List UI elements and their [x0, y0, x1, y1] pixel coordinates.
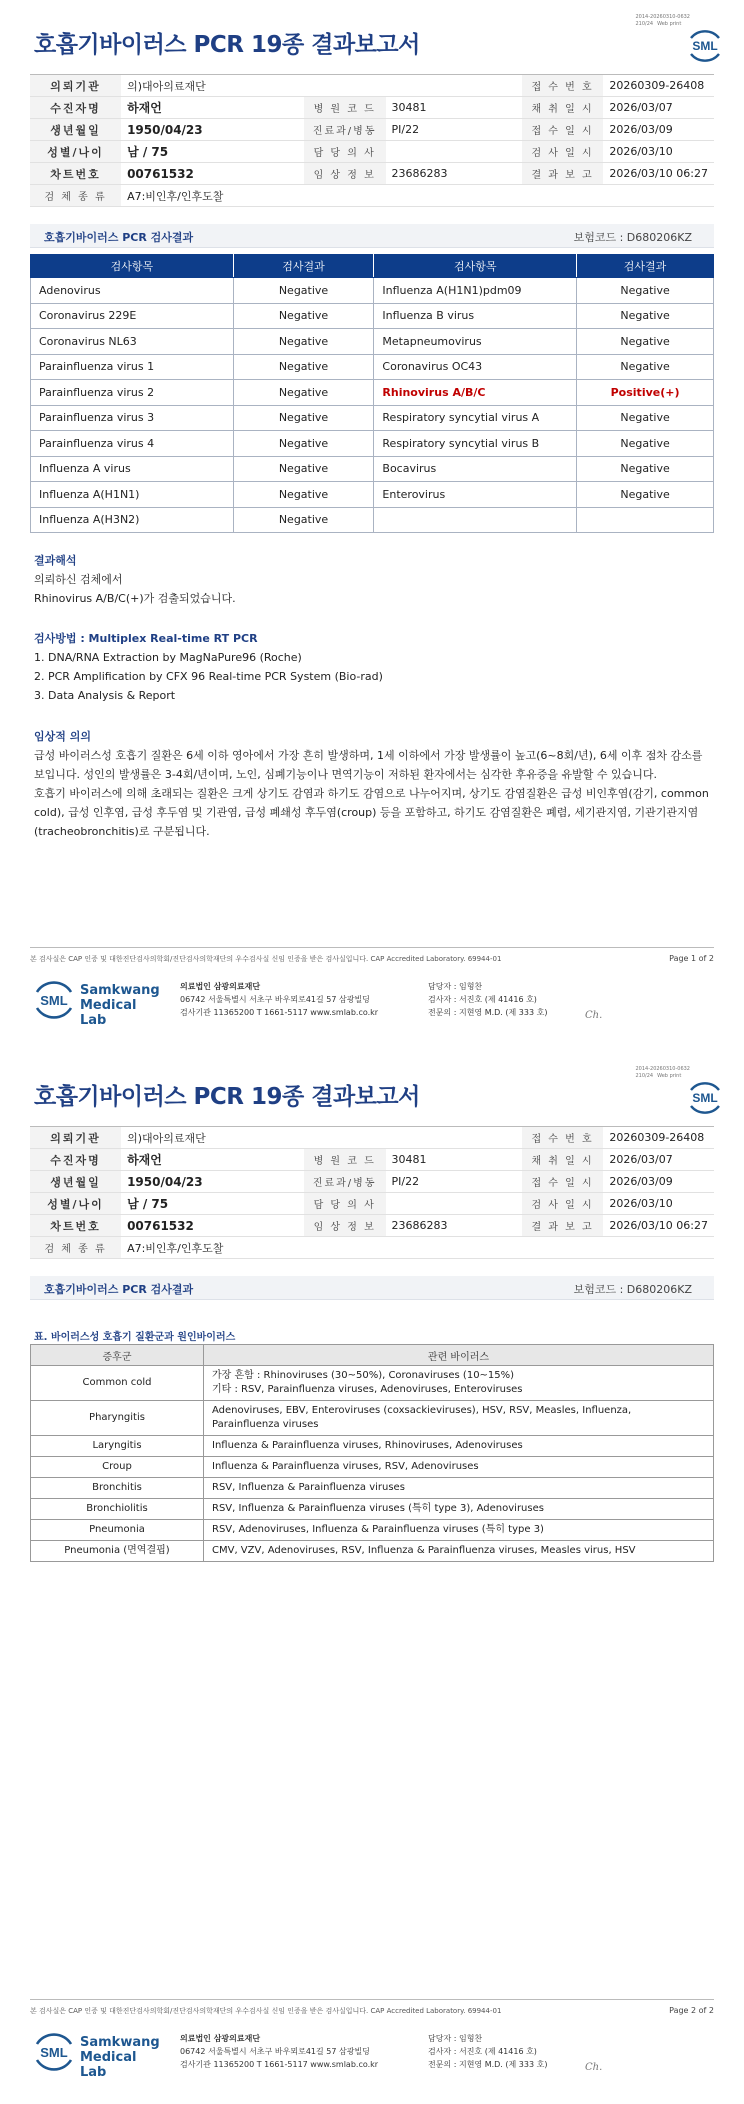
- patient-info-table: 의뢰기관 의)대아의료재단 접 수 번 호 20260309-26408 수진자명 하재언 병 원 코 드 30481 채 취 일 시 2026/03/07 생년월일 1950/04/23 진료과/병동 PI/22 접 수 일 시 2026/03/09 성별/나이 남 / 75 담 당 의 사 검 사 일 시 2026/03/10 차트번호 00761532 임 상 정 보 23686283 결 과 보 고 2026/03/10 06:27 검 체 종 류 A7:비인후/인후도찰: [30, 1126, 714, 1259]
- footer-note: 본 검사실은 CAP 인증 및 대한진단검사의학회/진단검사의학재단의 우수검사실 신임 인증을 받은 검사실입니다. CAP Accredited Laboratory. 69944-01: [30, 2007, 502, 2015]
- result-row: [31, 303, 714, 329]
- report-title: 호흡기바이러스 PCR 19종 결과보고서: [34, 1084, 420, 1110]
- result-value: Negative: [577, 482, 714, 508]
- syndrome-name: Pharyngitis: [31, 1401, 204, 1436]
- virus-row: [31, 1401, 714, 1436]
- result-item-name: Rhinovirus A/B/C: [374, 380, 577, 406]
- related-viruses: Influenza & Parainfluenza viruses, Rhinoviruses, Adenoviruses: [204, 1436, 714, 1457]
- virus-row: [31, 1520, 714, 1541]
- receive-date: 2026/03/09: [603, 119, 714, 141]
- department: PI/22: [386, 119, 522, 141]
- result-value: Negative: [577, 431, 714, 457]
- signature: Ch.: [585, 2062, 603, 2073]
- result-row: [31, 507, 714, 533]
- report-meta: 2014-20260310-0632 210/24 Web print: [635, 14, 690, 27]
- result-value: Negative: [577, 303, 714, 329]
- result-value: Negative: [233, 507, 374, 533]
- collect-date: 2026/03/07: [603, 97, 714, 119]
- result-item-name: Coronavirus 229E: [31, 303, 234, 329]
- sex-age: 남 / 75: [121, 141, 304, 163]
- virus-row: [31, 1478, 714, 1499]
- result-item-name: Parainfluenza virus 3: [31, 405, 234, 431]
- reception-no: 20260309-26408: [603, 75, 714, 97]
- result-item-name: Respiratory syncytial virus B: [374, 431, 577, 457]
- samkwang-logo: SML Samkwang Medical Lab: [32, 2030, 162, 2074]
- footer-divider: [30, 947, 714, 948]
- signature: Ch.: [585, 1010, 603, 1021]
- result-row: [31, 405, 714, 431]
- result-row: [31, 456, 714, 482]
- result-item-name: Parainfluenza virus 1: [31, 354, 234, 380]
- result-item-name: Adenovirus: [31, 278, 234, 304]
- insurance-code: 보험코드 : D680206KZ: [573, 231, 692, 244]
- result-value: Negative: [233, 303, 374, 329]
- result-value: Negative: [577, 329, 714, 355]
- clinical-info: 23686283: [386, 1215, 522, 1237]
- clinical-info: 23686283: [386, 163, 522, 185]
- svg-text:SML: SML: [692, 1091, 718, 1105]
- chart-no: 00761532: [121, 1215, 304, 1237]
- report-title: 호흡기바이러스 PCR 19종 결과보고서: [34, 32, 420, 58]
- result-row: [31, 329, 714, 355]
- syndrome-name: Bronchitis: [31, 1478, 204, 1499]
- patient-name: 하재언: [121, 97, 304, 119]
- svg-text:SML: SML: [40, 2045, 68, 2060]
- result-item-name: Influenza A(H1N1)pdm09: [374, 278, 577, 304]
- virus-row: [31, 1457, 714, 1478]
- report-meta: 2014-20260310-0632 210/24 Web print: [635, 1066, 690, 1079]
- report-date: 2026/03/10 06:27: [603, 1215, 714, 1237]
- result-section-header: 호흡기바이러스 PCR 검사결과 보험코드 : D680206KZ: [30, 224, 714, 248]
- patient-info-table: 의뢰기관 의)대아의료재단 접 수 번 호 20260309-26408 수진자명 하재언 병 원 코 드 30481 채 취 일 시 2026/03/07 생년월일 1950/04/23 진료과/병동 PI/22 접 수 일 시 2026/03/09 성별/나이 남 / 75 담 당 의 사 검 사 일 시 2026/03/10 차트번호 00761532 임 상 정 보 23686283 결 과 보 고 2026/03/10 06:27 검 체 종 류 A7:비인후/인후도찰: [30, 74, 714, 207]
- virus-table-title: 표. 바이러스성 호흡기 질환군과 원인바이러스: [34, 1332, 236, 1343]
- staff-info: 담당자 : 임형찬 검사자 : 서진호 (제 41416 호) 전문의 : 지현영 M.D. (제 333 호): [428, 982, 548, 1017]
- hospital-code: 30481: [386, 97, 522, 119]
- doctor: [386, 141, 522, 163]
- result-value: Negative: [577, 405, 714, 431]
- report-page-2: [0, 1052, 744, 2104]
- staff-info: 담당자 : 임형찬 검사자 : 서진호 (제 41416 호) 전문의 : 지현영 M.D. (제 333 호): [428, 2034, 548, 2069]
- receive-date: 2026/03/09: [603, 1171, 714, 1193]
- result-value: Negative: [233, 482, 374, 508]
- related-viruses: RSV, Adenoviruses, Influenza & Parainfluenza viruses (특히 type 3): [204, 1520, 714, 1541]
- reception-no: 20260309-26408: [603, 1127, 714, 1149]
- hospital-code: 30481: [386, 1149, 522, 1171]
- result-row: [31, 354, 714, 380]
- result-row: [31, 482, 714, 508]
- related-viruses: 가장 흔함 : Rhinoviruses (30~50%), Coronaviruses (10~15%) 기타 : RSV, Parainfluenza viruses, Adenoviruses, Enteroviruses: [204, 1366, 714, 1401]
- method-section: 검사방법 : Multiplex Real-time RT PCR 1. DNA/RNA Extraction by MagNaPure96 (Roche) 2. PCR Amplification by CFX 96 Real-time PCR System (Bio-rad) 3. Data Analysis & Report: [34, 632, 383, 702]
- department: PI/22: [386, 1171, 522, 1193]
- virus-row: [31, 1436, 714, 1457]
- related-viruses: Influenza & Parainfluenza viruses, RSV, Adenoviruses: [204, 1457, 714, 1478]
- result-value: Negative: [233, 278, 374, 304]
- request-org: 의)대아의료재단: [121, 1127, 522, 1149]
- date-of-birth: 1950/04/23: [121, 1171, 304, 1193]
- specimen-type: A7:비인후/인후도찰: [121, 1237, 714, 1259]
- virus-row: [31, 1541, 714, 1562]
- interpretation-section: 결과해석 의뢰하신 검체에서 Rhinovirus A/B/C(+)가 검출되었습니다.: [34, 551, 714, 608]
- test-date: 2026/03/10: [603, 141, 714, 163]
- chart-no: 00761532: [121, 163, 304, 185]
- result-section-header: 호흡기바이러스 PCR 검사결과 보험코드 : D680206KZ: [30, 1276, 714, 1300]
- syndrome-name: Common cold: [31, 1366, 204, 1401]
- result-value: Negative: [233, 329, 374, 355]
- syndrome-name: Bronchiolitis: [31, 1499, 204, 1520]
- result-value: Negative: [577, 354, 714, 380]
- result-value: Negative: [233, 405, 374, 431]
- result-item-name: [374, 507, 577, 533]
- result-row: [31, 278, 714, 304]
- result-row: [31, 431, 714, 457]
- svg-text:SML: SML: [40, 993, 68, 1008]
- interpretation-result: Rhinovirus A/B/C(+)가 검출되었습니다.: [34, 592, 236, 605]
- related-viruses: RSV, Influenza & Parainfluenza viruses (특히 type 3), Adenoviruses: [204, 1499, 714, 1520]
- result-item-name: Influenza A virus: [31, 456, 234, 482]
- related-viruses: Adenoviruses, EBV, Enteroviruses (coxsackieviruses), HSV, RSV, Measles, Influenza, Parainfluenza viruses: [204, 1401, 714, 1436]
- result-item-name: Coronavirus NL63: [31, 329, 234, 355]
- result-item-name: Influenza A(H1N1): [31, 482, 234, 508]
- test-date: 2026/03/10: [603, 1193, 714, 1215]
- sml-badge-logo: [685, 26, 725, 66]
- syndrome-name: Croup: [31, 1457, 204, 1478]
- result-item-name: Parainfluenza virus 2: [31, 380, 234, 406]
- virus-disease-table: 증후군 관련 바이러스 Common cold 가장 흔함 : Rhinoviruses (30~50%), Coronaviruses (10~15%) 기타 : RSV, Parainfluenza viruses, Adenoviruses, Enteroviruses Pharyngitis Adenoviruses, EBV, Enteroviruses (coxsackieviruses), HSV, RSV, Measles, Influenza, Parainfluenza viruses Laryngitis Influenza & Parainfluenza viruses, Rhinoviruses, Adenoviruses Croup Influenza & Parainfluenza viruses, RSV, Adenoviruses Bronchitis RSV, Influenza & Parainfluenza viruses Bronchiolitis RSV, Influenza & Parainfluenza viruses (특히 type 3), Adenoviruses Pneumonia RSV, Adenoviruses, Influenza & Parainfluenza viruses (특히 type 3) Pneumonia (면역결핍) CMV, VZV, Adenoviruses, RSV, Influenza & Parainfluenza viruses, Measles virus, HSV: [30, 1344, 714, 1562]
- result-value: Negative: [577, 278, 714, 304]
- related-viruses: CMV, VZV, Adenoviruses, RSV, Influenza & Parainfluenza viruses, Measles virus, HSV: [204, 1541, 714, 1562]
- footer-note: 본 검사실은 CAP 인증 및 대한진단검사의학회/진단검사의학재단의 우수검사실 신임 인증을 받은 검사실입니다. CAP Accredited Laboratory. 69944-01: [30, 955, 502, 963]
- result-value: Negative: [233, 354, 374, 380]
- syndrome-name: Pneumonia: [31, 1520, 204, 1541]
- result-item-name: Influenza A(H3N2): [31, 507, 234, 533]
- result-item-name: Enterovirus: [374, 482, 577, 508]
- syndrome-name: Pneumonia (면역결핍): [31, 1541, 204, 1562]
- request-org: 의)대아의료재단: [121, 75, 522, 97]
- result-value: Negative: [577, 456, 714, 482]
- result-item-name: Influenza B virus: [374, 303, 577, 329]
- result-value: Positive(+): [577, 380, 714, 406]
- result-value: Negative: [233, 431, 374, 457]
- result-item-name: Bocavirus: [374, 456, 577, 482]
- result-value: Negative: [233, 380, 374, 406]
- result-value: Negative: [233, 456, 374, 482]
- specimen-type: A7:비인후/인후도찰: [121, 185, 714, 207]
- pcr-result-table: 검사항목 검사결과 검사항목 검사결과 Adenovirus Negative Influenza A(H1N1)pdm09 Negative Coronavirus 229E Negative Influenza B virus Negative Coronavirus NL63 Negative Metapneumovirus Negative Parainfluenza virus 1 Negative Coronavirus OC43 Negative Parainfluenza virus 2 Negative Rhinovirus A/B/C Positive(+) Parainfluenza virus 3 Negative Respiratory syncytial virus A Negative Parainfluenza virus 4 Negative Respiratory syncytial virus B Negative Influenza A virus Negative Bocavirus Negative Influenza A(H1N1) Negative Enterovirus Negative Influenza A(H3N2) Negative: [30, 254, 714, 533]
- date-of-birth: 1950/04/23: [121, 119, 304, 141]
- lab-info: 의료법인 삼광의료재단 06742 서울특별시 서초구 바우뫼로41길 57 삼광빌딩 검사기관 11365200 T 1661-5117 www.smlab.co.kr: [180, 2034, 379, 2069]
- page-number: Page 1 of 2: [669, 954, 714, 963]
- virus-row: [31, 1366, 714, 1401]
- virus-row: [31, 1499, 714, 1520]
- doctor: [386, 1193, 522, 1215]
- result-item-name: Metapneumovirus: [374, 329, 577, 355]
- lab-info: 의료법인 삼광의료재단 06742 서울특별시 서초구 바우뫼로41길 57 삼광빌딩 검사기관 11365200 T 1661-5117 www.smlab.co.kr: [180, 982, 379, 1017]
- clinical-significance-section: 임상적 의의 급성 바이러스성 호흡기 질환은 6세 이하 영아에서 가장 흔히 발생하며, 1세 이하에서 가장 발생률이 높고(6~8회/년), 6세 이후 점차 감소를 보입니다. 성인의 발생률은 3-4회/년이며, 노인, 심폐기능이나 면역기능이 저하된 환자에서는 심각한 후유증을 유발할 수 있습니다. 호흡기 바이러스에 의해 초래되는 질환은 크게 상기도 감염과 하기도 감염으로 나누어지며, 상기도 감염질환은 급성 비인후염(감기, common cold), 급성 인후염, 급성 후두염 및 기관염, 급성 폐쇄성 후두염(croup) 등을 포함하고, 하기도 감염질환은 폐렴, 세기관지염, 기관기관지염(tracheobronchitis)로 구분됩니다.: [34, 730, 709, 838]
- result-row: [31, 380, 714, 406]
- page-number: Page 2 of 2: [669, 2006, 714, 2015]
- result-item-name: Respiratory syncytial virus A: [374, 405, 577, 431]
- sml-badge-logo: [685, 1078, 725, 1118]
- related-viruses: RSV, Influenza & Parainfluenza viruses: [204, 1478, 714, 1499]
- samkwang-logo: SML Samkwang Medical Lab: [32, 978, 162, 1022]
- sex-age: 남 / 75: [121, 1193, 304, 1215]
- footer-divider: [30, 1999, 714, 2000]
- result-item-name: Parainfluenza virus 4: [31, 431, 234, 457]
- report-date: 2026/03/10 06:27: [603, 163, 714, 185]
- result-value: [577, 507, 714, 533]
- patient-name: 하재언: [121, 1149, 304, 1171]
- insurance-code: 보험코드 : D680206KZ: [573, 1283, 692, 1296]
- syndrome-name: Laryngitis: [31, 1436, 204, 1457]
- result-item-name: Coronavirus OC43: [374, 354, 577, 380]
- svg-text:SML: SML: [692, 39, 718, 53]
- collect-date: 2026/03/07: [603, 1149, 714, 1171]
